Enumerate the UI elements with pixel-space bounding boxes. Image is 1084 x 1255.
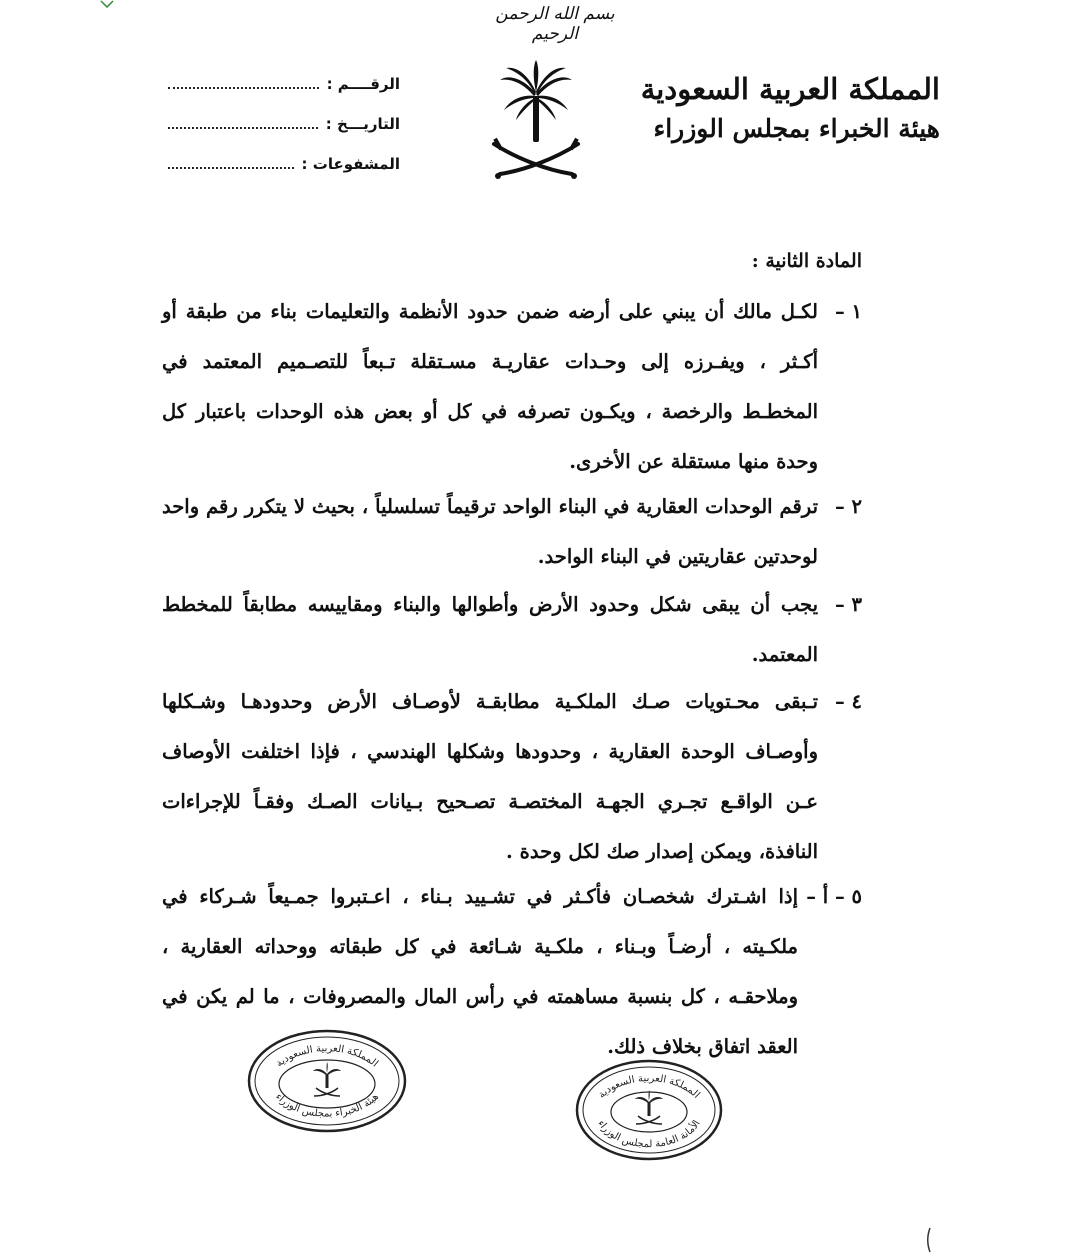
clause-1	[162, 287, 862, 487]
basmala: بسم الله الرحمن الرحيم	[495, 4, 615, 44]
field-attachments-dots	[168, 157, 294, 169]
clause-3	[162, 580, 862, 680]
agency-seal-left-icon	[246, 1028, 408, 1134]
clause-1-text: لكـل مالك أن يبني على أرضه ضمن حدود الأنظمة والتعليمات بناء من طبقة أو أكـثر ، ويفـرزه إلى وحـدات عقاريـة مسـتقلة تـبعاً للتصـميم المعتمد في المخطـط والرخصة ، ويكـون تصرفه في كل أو بعض هذه الوحدات باعتبار كل وحدة منها مستقلة عن الأخرى.	[162, 300, 818, 473]
clause-2-text: ترقم الوحدات العقارية في البناء الواحد ترقيماً تسلسلياً ، بحيث لا يتكرر رقم واحد لوحدتين عقاريتين في البناء الواحد.	[162, 495, 818, 568]
clause-4-number: ٤ –	[834, 690, 862, 713]
clause-4	[162, 677, 862, 877]
field-date-label: التاريـــخ :	[325, 115, 400, 133]
margin-mark-icon	[924, 1226, 934, 1254]
field-number-label: الرقــــم :	[326, 75, 400, 93]
field-attachments-label: المشفوعات :	[301, 155, 400, 173]
stamp-left-bottom-text: هيئة الخبراء بمجلس الوزراء	[272, 1091, 382, 1120]
letterhead	[640, 68, 940, 148]
stamp-left-top-text: المملكة العربية السعودية	[274, 1043, 380, 1070]
field-number-dots	[168, 77, 319, 89]
agency-name: هيئة الخبراء بمجلس الوزراء	[653, 114, 940, 143]
article-title: المادة الثانية :	[751, 250, 862, 272]
field-date	[168, 104, 400, 144]
agency-seal-right-icon	[574, 1058, 724, 1162]
stamp-right-top-text: المملكة العربية السعودية	[596, 1073, 702, 1101]
saudi-emblem-icon	[486, 58, 586, 184]
reference-fields	[168, 64, 400, 184]
clause-1-number: ١ –	[834, 300, 862, 323]
clause-4-text: تـبقى محـتويات صـك الملكـية مطابقـة لأوصـاف الأرض وحدودهـا وشـكلها وأوصـاف الوحدة العقارية ، وحدودها وشكلها الهندسي ، فإذا اختلفت الأوصاف عـن الواقـع تجـري الجهـة المختصـة تصـحيح بـيانات الصـك وفقـاً للإجراءات النافذة، ويمكن إصدار صك لكل وحدة .	[162, 690, 818, 863]
field-number	[168, 64, 400, 104]
stamp-right-bottom-text: الأمانة العامة لمجلس الوزراء	[595, 1118, 703, 1151]
clause-2	[162, 482, 862, 582]
corner-mark-icon	[100, 0, 114, 8]
clause-5-number: ٥ – أ –	[806, 885, 862, 908]
clause-3-text: يجب أن يبقى شكل وحدود الأرض وأطوالها والبناء ومقاييسه مطابقاً للمخطط المعتمد.	[162, 593, 818, 666]
field-attachments	[168, 144, 400, 184]
field-date-dots	[168, 117, 318, 129]
kingdom-name: المملكة العربية السعودية	[640, 72, 940, 106]
clause-5-text: إذا اشـترك شخصـان فأكـثر في تشـييد بـناء ، اعـتبروا جمـيعاً شـركاء في ملكـيته ، أرضـاً وبـناء ، ملكـية شـائعة في كل طبقاته ووحداته العقارية ، وملاحقـه ، كل بنسبة مساهمته في رأس المال والمصروفات ، ما لم يكن في العقد اتفاق بخلاف ذلك.	[162, 885, 798, 1058]
clause-3-number: ٣ –	[834, 593, 862, 616]
clause-2-number: ٢ –	[834, 495, 862, 518]
